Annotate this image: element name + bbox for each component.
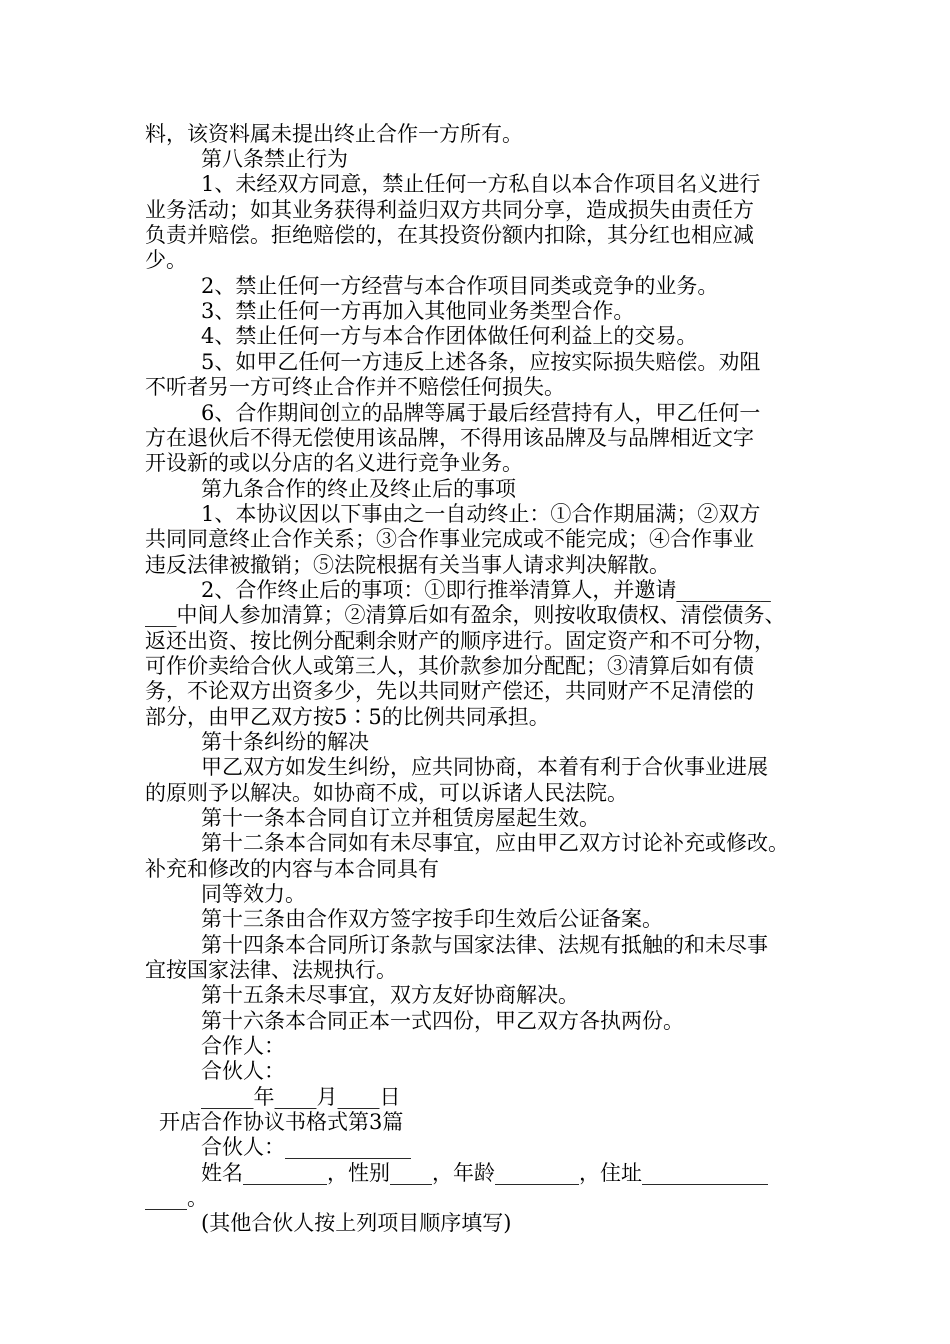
text-line: 业务活动；如其业务获得利益归双方共同分享，造成损失由责任方: [145, 198, 754, 222]
section-heading: 第八条禁止行为: [201, 147, 348, 171]
text-line: 宜按国家法律、法规执行。: [145, 958, 397, 982]
date-line: _____年____月____日: [201, 1085, 401, 1109]
section-heading: 第十一条本合同自订立并租赁房屋起生效。: [201, 806, 600, 830]
text-line: 甲乙双方如发生纠纷，应共同协商，本着有利于合伙事业进展: [201, 755, 768, 779]
text-line: 2、合作终止后的事项：①即行推举清算人，并邀请_________: [201, 578, 771, 602]
text-line: 方在退伙后不得无偿使用该品牌，不得用该品牌及与品牌相近文字: [145, 426, 754, 450]
text-line: 返还出资、按比例分配剩余财产的顺序进行。固定资产和不可分物，: [145, 629, 775, 653]
text-line: 部分，由甲乙双方按5∶5的比例共同承担。: [145, 705, 550, 729]
text-line: 可作价卖给合伙人或第三人，其价款参加分配配；③清算后如有债: [145, 654, 754, 678]
note-line: (其他合伙人按上列项目顺序填写): [201, 1211, 512, 1235]
text-line: 6、合作期间创立的品牌等属于最后经营持有人，甲乙任何一: [201, 401, 761, 425]
text-line: 负责并赔偿。拒绝赔偿的，在其投资份额内扣除，其分红也相应减: [145, 223, 754, 247]
section-heading: 第十条纠纷的解决: [201, 730, 369, 754]
section-heading: 第九条合作的终止及终止后的事项: [201, 477, 516, 501]
section-heading: 第十六条本合同正本一式四份，甲乙双方各执两份。: [201, 1009, 684, 1033]
text-line: ____。: [145, 1186, 208, 1210]
signature-line: 合作人：: [201, 1034, 285, 1058]
section-heading: 第十五条未尽事宜，双方友好协商解决。: [201, 983, 579, 1007]
text-line: 补充和修改的内容与本合同具有: [145, 857, 439, 881]
text-line: 2、禁止任何一方经营与本合作项目同类或竞争的业务。: [201, 274, 719, 298]
text-line: 料，该资料属未提出终止合作一方所有。: [145, 122, 523, 146]
partner-field: 合伙人：____________: [201, 1135, 411, 1159]
document-title: 开店合作协议书格式第3篇: [159, 1110, 404, 1134]
text-line: 不听者另一方可终止合作并不赔偿任何损失。: [145, 375, 565, 399]
text-line: 4、禁止任何一方与本合作团体做任何利益上的交易。: [201, 324, 698, 348]
partner-details-field: 姓名________，性别____，年龄________，住址____________: [201, 1161, 768, 1185]
text-line: 违反法律被撤销；⑤法院根据有关当事人请求判决解散。: [145, 553, 670, 577]
text-line: 5、如甲乙任何一方违反上述各条，应按实际损失赔偿。劝阻: [201, 350, 761, 374]
text-line: 同等效力。: [201, 882, 306, 906]
text-line: 务，不论双方出资多少，先以共同财产偿还，共同财产不足清偿的: [145, 679, 754, 703]
text-line: ___中间人参加清算；②清算后如有盈余，则按收取债权、清偿债务、: [145, 603, 786, 627]
text-line: 3、禁止任何一方再加入其他同业务类型合作。: [201, 299, 635, 323]
section-heading: 第十三条由合作双方签字按手印生效后公证备案。: [201, 907, 663, 931]
text-line: 的原则予以解决。如协商不成，可以诉诸人民法院。: [145, 781, 628, 805]
text-line: 1、未经双方同意，禁止任何一方私自以本合作项目名义进行: [201, 172, 761, 196]
signature-line: 合伙人：: [201, 1059, 285, 1083]
text-line: 1、本协议因以下事由之一自动终止：①合作期届满；②双方: [201, 502, 761, 526]
section-heading: 第十二条本合同如有未尽事宜，应由甲乙双方讨论补充或修改。: [201, 831, 789, 855]
text-line: 共同同意终止合作关系；③合作事业完成或不能完成；④合作事业: [145, 527, 754, 551]
section-heading: 第十四条本合同所订条款与国家法律、法规有抵触的和未尽事: [201, 933, 768, 957]
text-line: 开设新的或以分店的名义进行竞争业务。: [145, 451, 523, 475]
text-line: 少。: [145, 248, 187, 272]
